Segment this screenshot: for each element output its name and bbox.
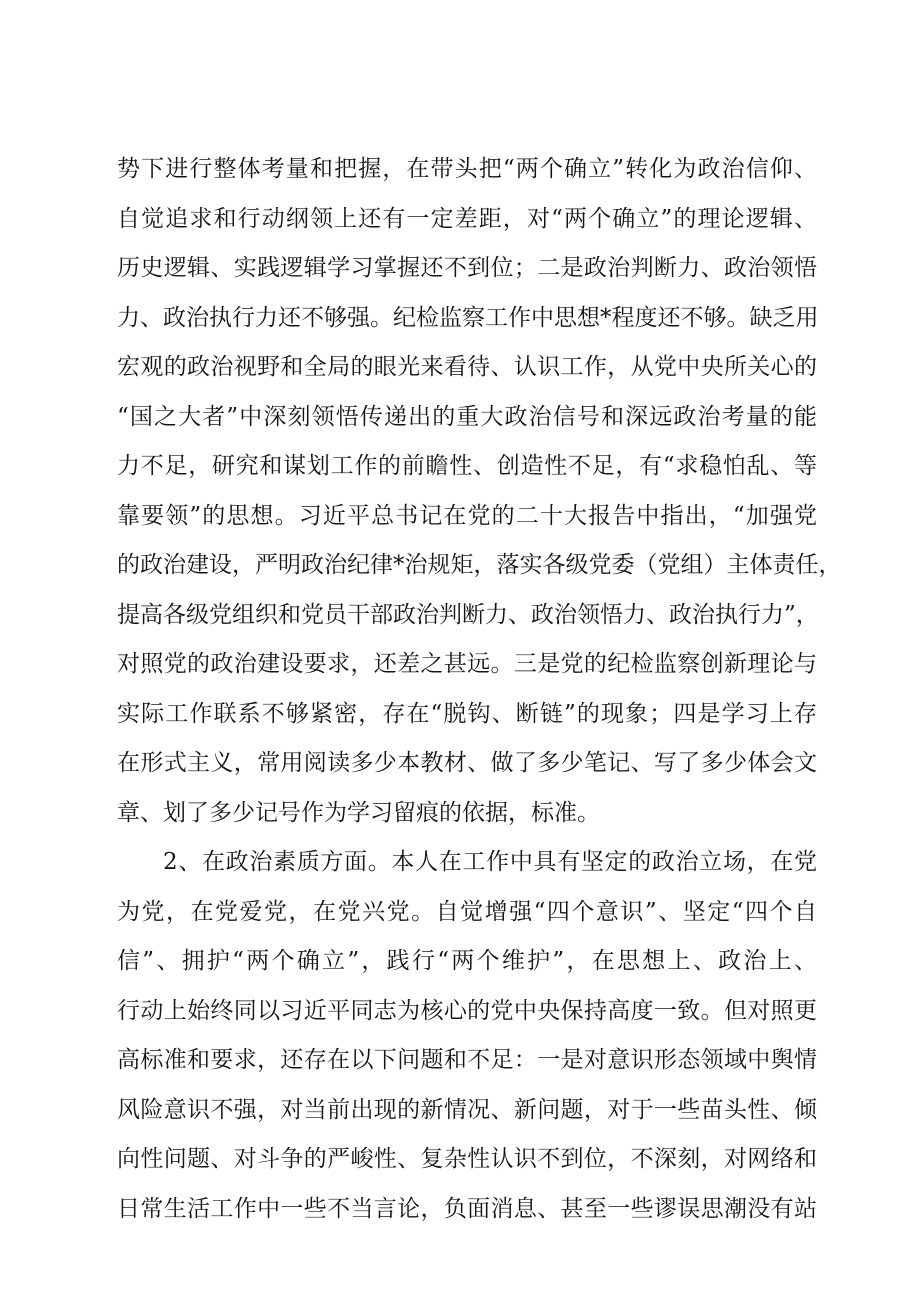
paragraph-2-line: 行动上始终同以习近平同志为核心的党中央保持高度一致。但对照更 — [117, 997, 817, 1024]
paragraph-1-line: 提高各级党组织和党员干部政治判断力、政治领悟力、政治执行力”， — [117, 601, 819, 628]
paragraph-1-line: 实际工作联系不够紧密，存在“脱钩、断链”的现象；四是学习上存 — [117, 700, 817, 727]
paragraph-1-line: 对照党的政治建设要求，还差之甚远。三是党的纪检监察创新理论与 — [117, 651, 817, 677]
paragraph-2-line: 2、在政治素质方面。本人在工作中具有坚定的政治立场，在党 — [163, 849, 817, 875]
paragraph-1-line: 力、政治执行力还不够强。纪检监察工作中思想*程度还不够。缺乏用 — [117, 304, 819, 331]
document-body — [117, 145, 842, 1234]
paragraph-1-line: 力不足，研究和谋划工作的前瞻性、创造性不足，有“求稳怕乱、等 — [117, 453, 817, 479]
paragraph-2-line: 为党，在党爱党，在党兴党。自觉增强“四个意识”、坚定“四个自 — [117, 898, 817, 925]
paragraph-1-line: 靠要领”的思想。习近平总书记在党的二十大报告中指出，“加强党 — [117, 502, 817, 529]
paragraph-1-line: 章、划了多少记号作为学习留痕的依据，标准。 — [117, 799, 600, 826]
paragraph-2-line: 日常生活工作中一些不当言论，负面消息、甚至一些谬误思潮没有站 — [117, 1195, 817, 1222]
paragraph-1-line: 的政治建设，严明政治纪律*治规矩，落实各级党委（党组）主体责任， — [117, 552, 842, 578]
paragraph-1-line: 势下进行整体考量和把握，在带头把“两个确立”转化为政治信仰、 — [117, 156, 817, 182]
paragraph-1-line: 自觉追求和行动纲领上还有一定差距，对“两个确立”的理论逻辑、 — [117, 205, 817, 232]
paragraph-2-line: 风险意识不强，对当前出现的新情况、新问题，对于一些苗头性、倾 — [117, 1096, 817, 1123]
paragraph-2-line: 向性问题、对斗争的严峻性、复杂性认识不到位，不深刻，对网络和 — [117, 1146, 817, 1172]
paragraph-1-line: 宏观的政治视野和全局的眼光来看待、认识工作，从党中央所关心的 — [117, 354, 817, 380]
paragraph-2-line: 高标准和要求，还存在以下问题和不足：一是对意识形态领域中舆情 — [117, 1047, 817, 1073]
paragraph-1-line: 历史逻辑、实践逻辑学习掌握还不到位；二是政治判断力、政治领悟 — [117, 255, 817, 281]
paragraph-2-line: 信”、拥护“两个确立”，践行“两个维护”，在思想上、政治上、 — [117, 948, 817, 974]
paragraph-1-line: 在形式主义，常用阅读多少本教材、做了多少笔记、写了多少体会文 — [117, 750, 817, 776]
paragraph-1-line: “国之大者”中深刻领悟传递出的重大政治信号和深远政治考量的能 — [117, 403, 817, 430]
